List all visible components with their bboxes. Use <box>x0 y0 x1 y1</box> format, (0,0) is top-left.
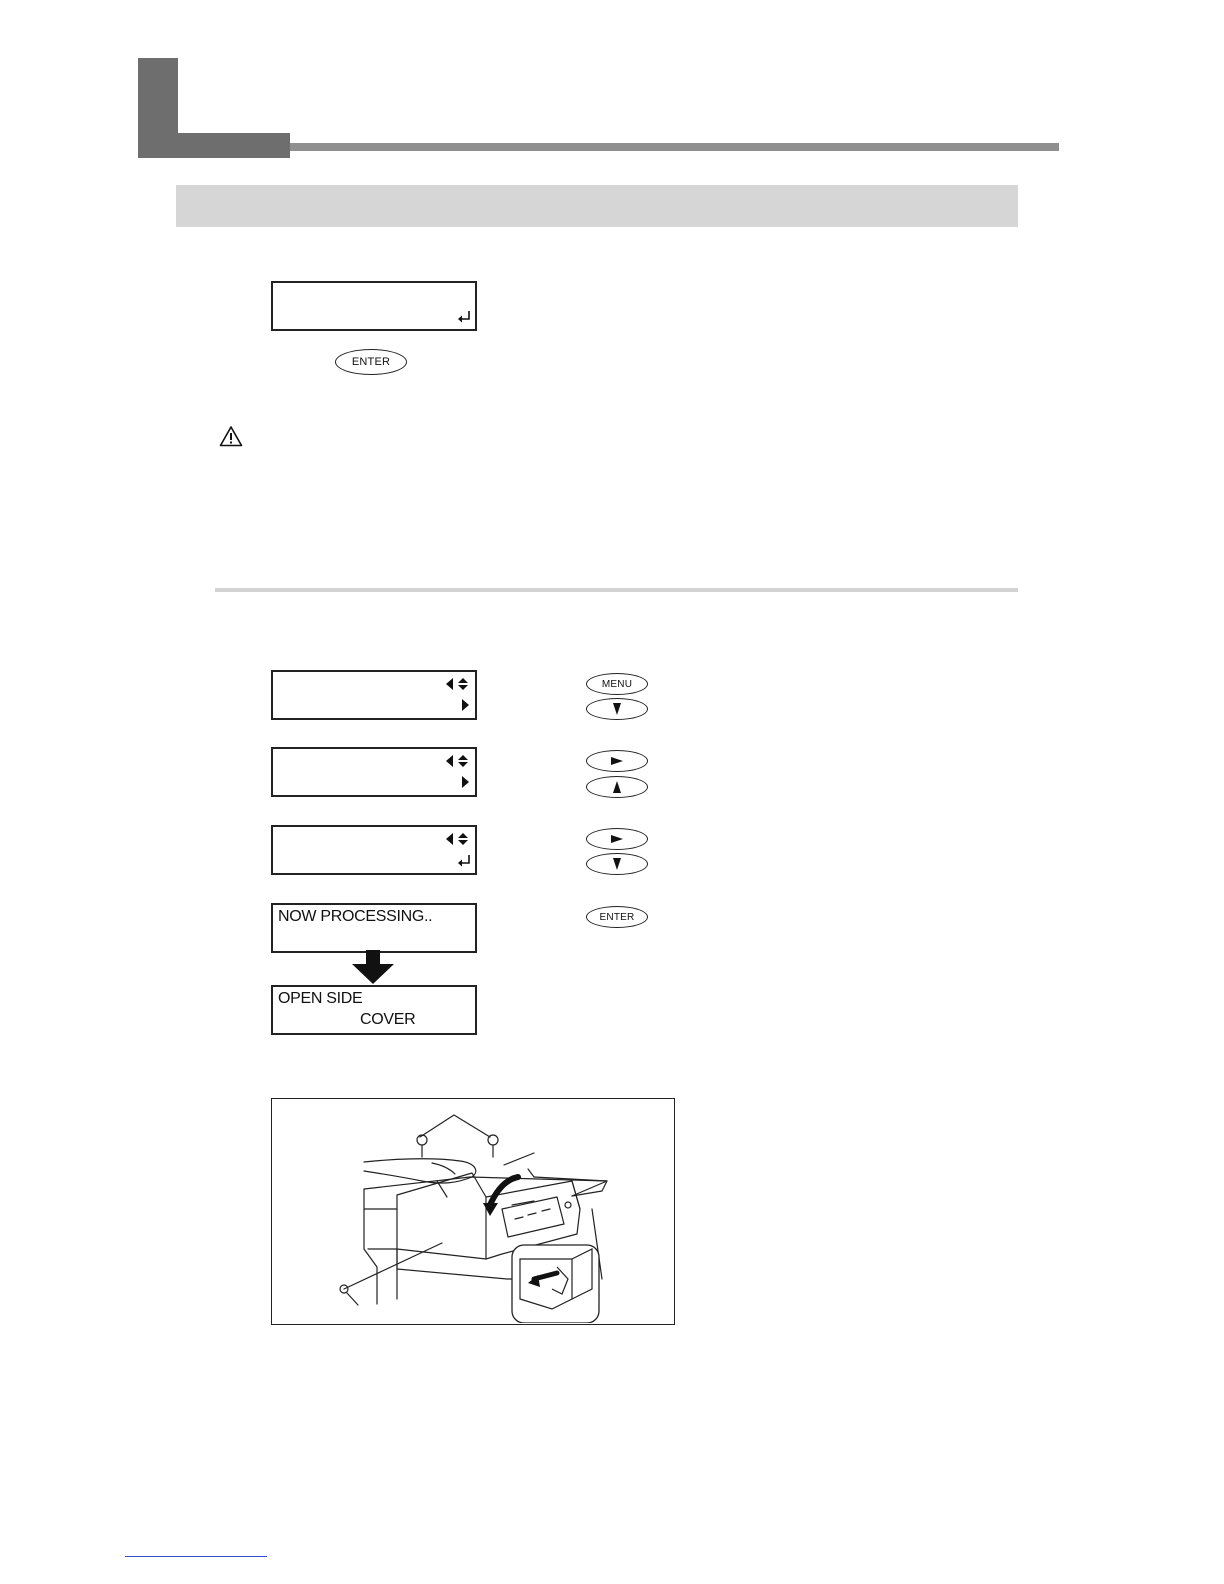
lcd-display-top <box>271 281 477 331</box>
up-arrow-icon <box>458 678 468 683</box>
down-arrow-icon <box>613 858 621 870</box>
left-arrow-icon <box>446 833 453 845</box>
enter-key-button[interactable]: ENTER <box>586 906 648 928</box>
submenu-arrow-icon <box>462 699 469 711</box>
enter-key-button[interactable]: ENTER <box>335 349 407 375</box>
lcd-display-menu-1 <box>271 670 477 720</box>
down-arrow-icon <box>458 762 468 767</box>
up-arrow-icon <box>458 833 468 838</box>
lcd-display-open-cover <box>271 985 477 1035</box>
down-arrow-icon <box>458 685 468 690</box>
down-key-button[interactable] <box>586 698 648 720</box>
chapter-tab-foot <box>138 133 290 158</box>
up-arrow-icon <box>613 781 621 793</box>
enter-return-icon <box>457 854 473 868</box>
down-arrow-icon <box>458 840 468 845</box>
lcd-line-1: OPEN SIDE <box>278 990 363 1007</box>
section-divider <box>215 588 1018 592</box>
left-arrow-icon <box>446 678 453 690</box>
submenu-arrow-icon <box>462 776 469 788</box>
lcd-display-menu-2 <box>271 747 477 797</box>
up-arrow-icon <box>458 755 468 760</box>
right-arrow-icon <box>611 757 623 765</box>
enter-return-icon <box>457 310 473 324</box>
up-key-button[interactable] <box>586 776 648 798</box>
printer-side-cover-illustration <box>271 1098 675 1325</box>
down-key-button[interactable] <box>586 853 648 875</box>
right-key-button[interactable] <box>586 828 648 850</box>
right-arrow-icon <box>611 835 623 843</box>
section-title-band <box>176 185 1018 227</box>
warning-icon <box>219 425 243 447</box>
lcd-display-menu-3 <box>271 825 477 875</box>
lcd-line-2: COVER <box>360 1011 416 1028</box>
menu-key-button[interactable]: MENU <box>586 673 648 695</box>
chapter-header-rule <box>290 143 1059 151</box>
left-arrow-icon <box>446 755 453 767</box>
right-key-button[interactable] <box>586 750 648 772</box>
footer-link-underline[interactable] <box>125 1556 267 1557</box>
lcd-display-processing <box>271 903 477 953</box>
down-flow-arrow-icon <box>352 950 394 984</box>
lcd-line-1: NOW PROCESSING.. <box>278 908 433 925</box>
down-arrow-icon <box>613 703 621 715</box>
printer-drawing <box>272 1099 673 1323</box>
